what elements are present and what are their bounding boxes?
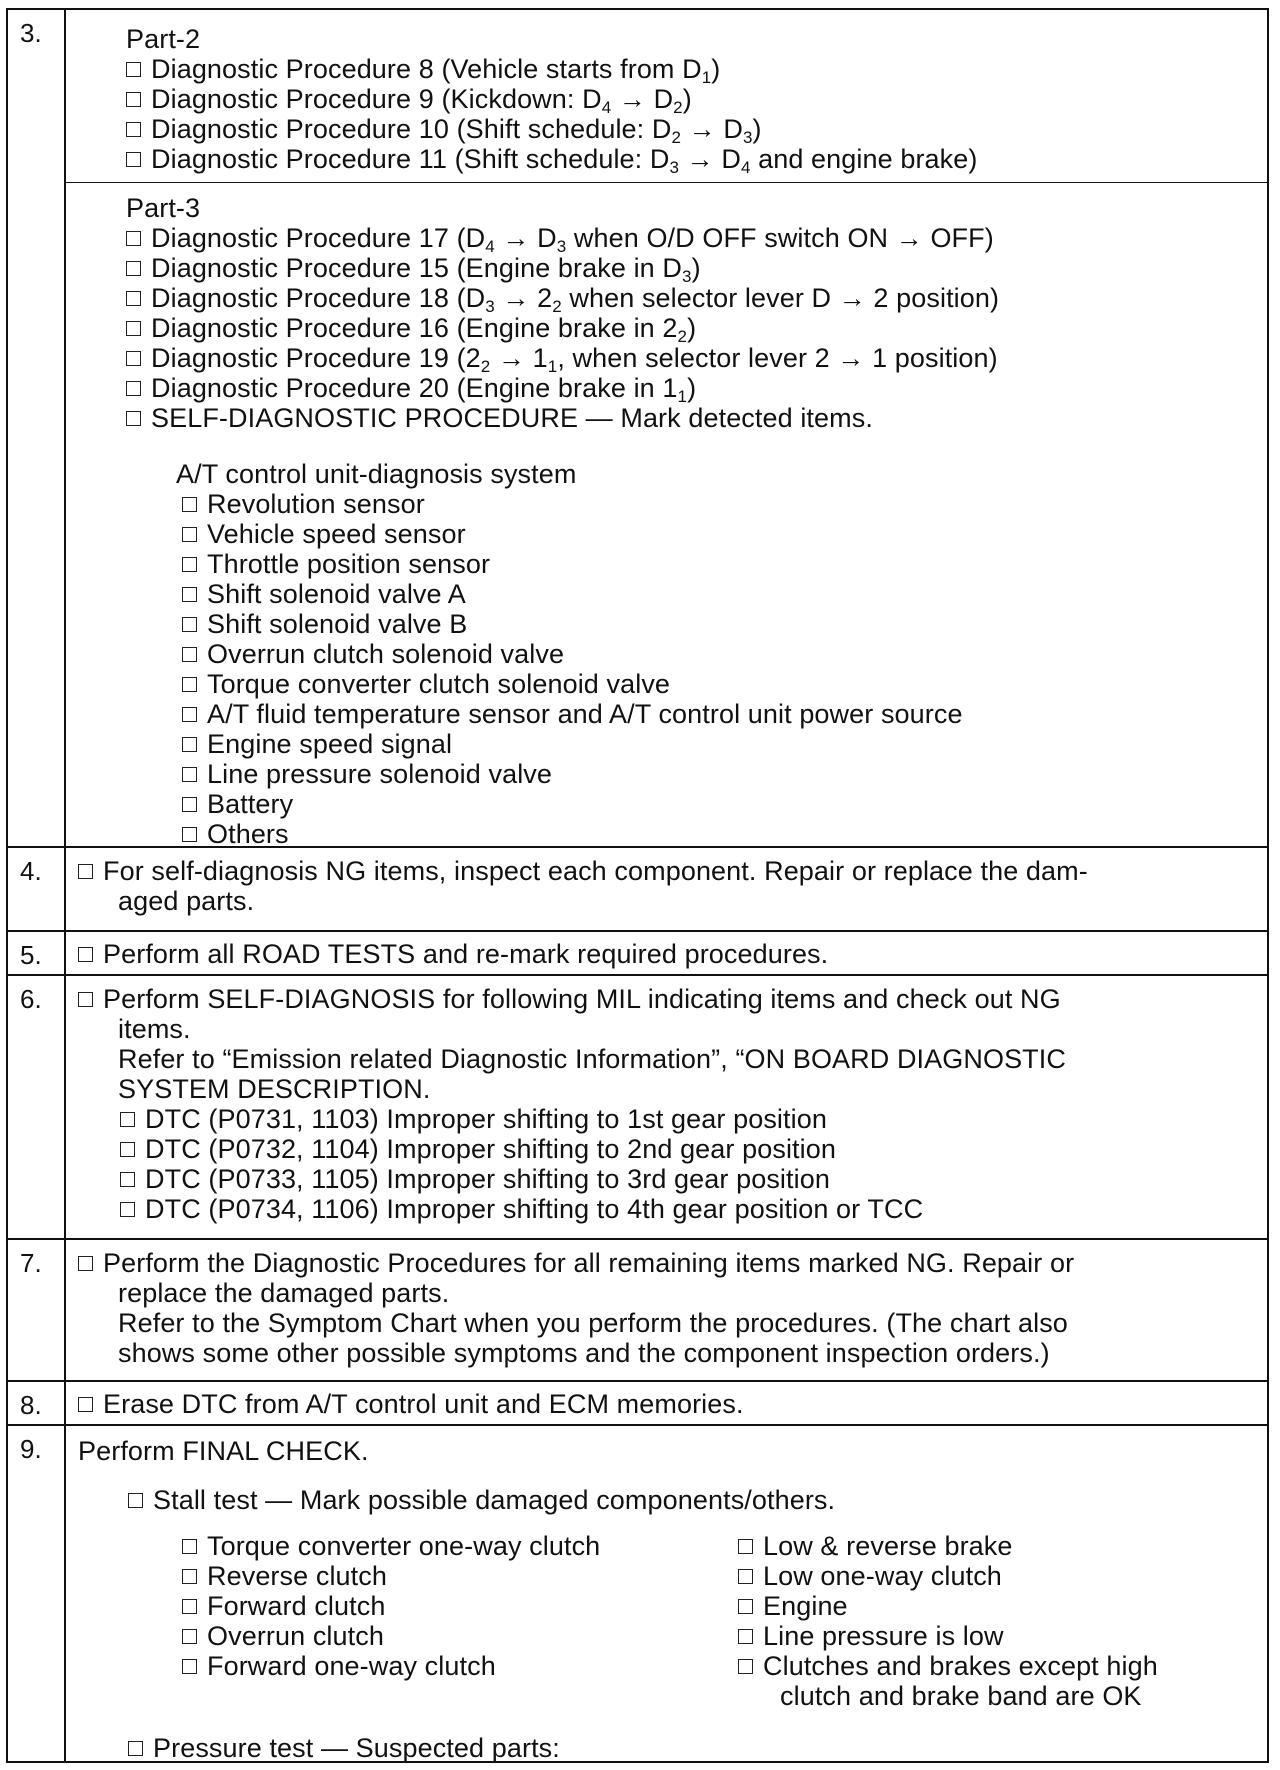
item-text: ) bbox=[687, 313, 697, 343]
checkbox[interactable] bbox=[182, 737, 197, 752]
row-4 bbox=[8, 846, 1267, 930]
row-4-item[interactable]: For self-diagnosis NG items, inspect each component. Repair or replace the dam- aged parts. bbox=[78, 856, 1088, 916]
row-3-body bbox=[66, 10, 1267, 849]
part-3-section bbox=[66, 182, 1267, 849]
checkbox[interactable] bbox=[78, 947, 93, 962]
stall-test-item[interactable]: Stall test — Mark possible damaged components/others. bbox=[128, 1485, 835, 1515]
row-8-item[interactable]: Erase DTC from A/T control unit and ECM memories. bbox=[78, 1389, 744, 1419]
row-8-body bbox=[66, 1382, 1267, 1424]
item-text: Shift solenoid valve A bbox=[207, 579, 466, 609]
item-text: ) bbox=[691, 253, 701, 283]
subscript: 3 bbox=[682, 267, 692, 286]
item-text: Shift solenoid valve B bbox=[207, 609, 468, 639]
row-9 bbox=[8, 1424, 1267, 1761]
item-text: DTC (P0734, 1106) Improper shifting to 4th gear position or TCC bbox=[145, 1194, 924, 1224]
checkbox[interactable] bbox=[182, 587, 197, 602]
final-check-title: Perform FINAL CHECK. bbox=[78, 1436, 369, 1466]
row-7-body bbox=[66, 1240, 1267, 1380]
checkbox[interactable] bbox=[182, 1539, 197, 1554]
item-text: Revolution sensor bbox=[207, 489, 425, 519]
checkbox[interactable] bbox=[182, 497, 197, 512]
item-text: ) bbox=[711, 54, 721, 84]
checklist-table bbox=[6, 8, 1269, 1763]
part-2-section bbox=[66, 10, 1267, 182]
checkbox[interactable] bbox=[182, 1599, 197, 1614]
subscript: 2 bbox=[671, 128, 682, 147]
checklist-item[interactable] bbox=[120, 1104, 1066, 1134]
checkbox[interactable] bbox=[182, 647, 197, 662]
checkbox[interactable] bbox=[120, 1112, 135, 1127]
row-7-item[interactable]: Perform the Diagnostic Procedures for all remaining items marked NG. Repair or replace the damaged parts. Refer to the Symptom Chart when you perform the procedures. (The chart also shows some other possible symptoms and the component inspection orders.) bbox=[78, 1248, 1074, 1368]
item-text: → D bbox=[681, 114, 743, 144]
row-7 bbox=[8, 1238, 1267, 1380]
checkbox[interactable] bbox=[126, 231, 141, 246]
checkbox[interactable] bbox=[126, 291, 141, 306]
checkbox[interactable] bbox=[738, 1569, 753, 1584]
item-text: Vehicle speed sensor bbox=[207, 519, 466, 549]
checkbox[interactable] bbox=[126, 351, 141, 366]
checkbox[interactable] bbox=[182, 797, 197, 812]
subscript: 2 bbox=[677, 327, 688, 346]
subscript: 3 bbox=[485, 297, 495, 316]
checkbox[interactable] bbox=[126, 321, 141, 336]
item-text: Diagnostic Procedure 11 (Shift schedule: D bbox=[151, 144, 670, 174]
item-text: Torque converter clutch solenoid valve bbox=[207, 669, 671, 699]
subscript: 3 bbox=[669, 158, 680, 177]
checklist-item[interactable] bbox=[738, 1591, 1158, 1621]
item-text: when O/D OFF switch ON → OFF) bbox=[566, 223, 994, 253]
item-text: Diagnostic Procedure 8 (Vehicle starts from D bbox=[151, 54, 702, 84]
checkbox[interactable] bbox=[182, 767, 197, 782]
subscript: 4 bbox=[740, 158, 751, 177]
item-text: → D bbox=[679, 144, 741, 174]
checklist-item[interactable] bbox=[126, 84, 977, 117]
checkbox[interactable] bbox=[128, 1493, 143, 1508]
part-3-list bbox=[126, 223, 999, 433]
checkbox[interactable] bbox=[78, 1256, 93, 1271]
item-text: → 2 bbox=[494, 283, 553, 313]
system-title: A/T control unit-diagnosis system bbox=[176, 459, 577, 489]
item-text: Low one-way clutch bbox=[763, 1561, 1002, 1591]
item-text: when selector lever D → 2 position) bbox=[561, 283, 1000, 313]
checkbox[interactable] bbox=[78, 992, 93, 1007]
item-text: ) bbox=[682, 84, 692, 114]
checklist-item[interactable] bbox=[182, 819, 963, 849]
item-text: ) bbox=[752, 114, 762, 144]
checklist-item[interactable] bbox=[182, 489, 963, 519]
checklist-item[interactable] bbox=[126, 343, 999, 376]
stall-left-list bbox=[182, 1531, 600, 1681]
checkbox[interactable] bbox=[126, 152, 141, 167]
checklist-item[interactable] bbox=[182, 1591, 600, 1621]
checkbox[interactable] bbox=[182, 1659, 197, 1674]
item-text: Diagnostic Procedure 15 (Engine brake in D bbox=[151, 253, 682, 283]
checklist-item[interactable] bbox=[182, 729, 963, 759]
row-number: 7. bbox=[8, 1240, 66, 1380]
checklist-item[interactable] bbox=[120, 1194, 1066, 1224]
item-text: Diagnostic Procedure 17 (D bbox=[151, 223, 486, 253]
item-text: DTC (P0731, 1103) Improper shifting to 1st gear position bbox=[145, 1104, 827, 1134]
checkbox[interactable] bbox=[78, 1397, 93, 1412]
subscript: 1 bbox=[547, 357, 558, 376]
checklist-item[interactable] bbox=[120, 1164, 1066, 1194]
item-text: Forward one-way clutch bbox=[207, 1651, 496, 1681]
checklist-item[interactable] bbox=[126, 114, 977, 147]
checkbox[interactable] bbox=[738, 1629, 753, 1644]
item-text: Engine speed signal bbox=[207, 729, 453, 759]
checklist-item[interactable] bbox=[182, 549, 963, 579]
subscript: 1 bbox=[701, 68, 712, 87]
stall-right-continuation: clutch and brake band are OK bbox=[780, 1681, 1142, 1711]
item-text: Line pressure solenoid valve bbox=[207, 759, 553, 789]
item-text: Others bbox=[207, 819, 289, 849]
checkbox[interactable] bbox=[738, 1599, 753, 1614]
item-text: Overrun clutch bbox=[207, 1621, 384, 1651]
checkbox[interactable] bbox=[126, 62, 141, 77]
checklist-item[interactable] bbox=[126, 223, 999, 256]
checkbox[interactable] bbox=[126, 411, 141, 426]
item-text: Forward clutch bbox=[207, 1591, 386, 1621]
checkbox[interactable] bbox=[182, 677, 197, 692]
row-number: 6. bbox=[8, 976, 66, 1238]
item-text: , when selector lever 2 → 1 position) bbox=[557, 343, 998, 373]
item-text: Overrun clutch solenoid valve bbox=[207, 639, 565, 669]
stall-right-list bbox=[738, 1531, 1158, 1681]
row-6-item[interactable]: Perform SELF-DIAGNOSIS for following MIL indicating items and check out NG items. Refer to “Emission related Diagnostic Information”, “ON BOARD DIAGNOSTIC SYSTEM DESCRIPTION. DTC (P0731, 1103) Improper shifting to 1st gear position DTC (P0732, 1104) Improper shifting to 2nd gear position DTC (P0733, 1105) Improper shifting to 3rd gear position DTC (P0734, 1106) Improper shifting to 4th gear position or TCC bbox=[78, 984, 1066, 1224]
item-text: ) bbox=[687, 373, 697, 403]
checklist-item[interactable] bbox=[182, 1531, 600, 1561]
item-text: Diagnostic Procedure 10 (Shift schedule: D bbox=[151, 114, 672, 144]
item-text: Diagnostic Procedure 19 (2 bbox=[151, 343, 481, 373]
checklist-item[interactable] bbox=[126, 253, 999, 286]
checklist-item[interactable] bbox=[738, 1621, 1158, 1651]
subscript: 1 bbox=[677, 387, 688, 406]
row-5-body bbox=[66, 932, 1267, 974]
checklist-item[interactable] bbox=[120, 1134, 1066, 1164]
checklist-item[interactable] bbox=[182, 789, 963, 819]
row-8 bbox=[8, 1380, 1267, 1424]
subscript: 4 bbox=[601, 98, 612, 117]
item-text: → D bbox=[494, 223, 557, 253]
system-list bbox=[182, 489, 963, 849]
item-text: Low & reverse brake bbox=[763, 1531, 1013, 1561]
item-text: Diagnostic Procedure 18 (D bbox=[151, 283, 486, 313]
row-4-body bbox=[66, 848, 1267, 930]
checklist-item[interactable] bbox=[738, 1531, 1158, 1561]
checkbox[interactable] bbox=[128, 1741, 143, 1756]
item-text: A/T fluid temperature sensor and A/T control unit power source bbox=[207, 699, 963, 729]
checkbox[interactable] bbox=[120, 1202, 135, 1217]
checklist-item[interactable] bbox=[182, 1561, 600, 1591]
checklist-item[interactable] bbox=[182, 1621, 600, 1651]
item-text: Diagnostic Procedure 20 (Engine brake in 1 bbox=[151, 373, 678, 403]
subscript: 2 bbox=[480, 357, 491, 376]
checkbox[interactable] bbox=[182, 1629, 197, 1644]
checkbox[interactable] bbox=[182, 1569, 197, 1584]
item-text: Clutches and brakes except high bbox=[763, 1651, 1158, 1681]
checkbox[interactable] bbox=[182, 527, 197, 542]
item-text: DTC (P0732, 1104) Improper shifting to 2nd gear position bbox=[145, 1134, 836, 1164]
checkbox[interactable] bbox=[126, 381, 141, 396]
checkbox[interactable] bbox=[120, 1142, 135, 1157]
checklist-item[interactable] bbox=[126, 283, 1000, 316]
item-text: Line pressure is low bbox=[763, 1621, 1004, 1651]
row-number: 9. bbox=[8, 1426, 66, 1761]
row-5 bbox=[8, 930, 1267, 974]
checkbox[interactable] bbox=[182, 827, 197, 842]
checklist-item[interactable] bbox=[182, 1651, 600, 1681]
row-number: 4. bbox=[8, 848, 66, 930]
subscript: 2 bbox=[673, 98, 683, 117]
checklist-item[interactable] bbox=[182, 699, 963, 729]
part-3-title: Part-3 bbox=[126, 193, 201, 223]
item-text: → 1 bbox=[490, 343, 548, 373]
pressure-test-item[interactable]: Pressure test — Suspected parts: bbox=[128, 1733, 560, 1763]
checklist-item[interactable] bbox=[182, 579, 963, 609]
item-text: → D bbox=[611, 84, 674, 114]
checklist-item[interactable] bbox=[182, 759, 963, 789]
checkbox[interactable] bbox=[182, 707, 197, 722]
row-6-body bbox=[66, 976, 1267, 1238]
checklist-item[interactable] bbox=[126, 373, 999, 406]
checkbox[interactable] bbox=[126, 122, 141, 137]
row-number: 5. bbox=[8, 932, 66, 974]
item-text: Reverse clutch bbox=[207, 1561, 387, 1591]
subscript: 4 bbox=[485, 237, 495, 256]
row-9-body bbox=[66, 1426, 1267, 1761]
checkbox[interactable] bbox=[738, 1539, 753, 1554]
item-text: Torque converter one-way clutch bbox=[207, 1531, 601, 1561]
checkbox[interactable] bbox=[126, 92, 141, 107]
checklist-item[interactable] bbox=[182, 609, 963, 639]
item-text: Diagnostic Procedure 9 (Kickdown: D bbox=[151, 84, 602, 114]
row-5-item[interactable]: Perform all ROAD TESTS and re-mark required procedures. bbox=[78, 939, 828, 969]
item-text: Diagnostic Procedure 16 (Engine brake in 2 bbox=[151, 313, 678, 343]
item-text: and engine brake) bbox=[750, 144, 978, 174]
row-number: 8. bbox=[8, 1382, 66, 1424]
item-text: DTC (P0733, 1105) Improper shifting to 3rd gear position bbox=[145, 1164, 830, 1194]
item-text: SELF-DIAGNOSTIC PROCEDURE — Mark detected items. bbox=[151, 403, 873, 433]
checklist-item[interactable] bbox=[738, 1651, 1158, 1681]
checkbox[interactable] bbox=[738, 1659, 753, 1674]
row-number: 3. bbox=[8, 10, 66, 846]
checklist-item[interactable] bbox=[182, 639, 963, 669]
part-2-title: Part-2 bbox=[126, 24, 201, 54]
subscript: 2 bbox=[552, 297, 562, 316]
item-text: Battery bbox=[207, 789, 294, 819]
item-text: Throttle position sensor bbox=[207, 549, 491, 579]
item-text: Engine bbox=[763, 1591, 848, 1621]
checkbox[interactable] bbox=[182, 617, 197, 632]
checkbox[interactable] bbox=[78, 864, 93, 879]
checkbox[interactable] bbox=[182, 557, 197, 572]
checklist-item[interactable] bbox=[182, 669, 963, 699]
row-3 bbox=[8, 10, 1267, 849]
dtc-list bbox=[78, 1104, 1066, 1224]
checklist-item[interactable] bbox=[126, 403, 999, 433]
checklist-item[interactable] bbox=[126, 144, 978, 177]
checklist-item[interactable] bbox=[182, 519, 963, 549]
checklist-item[interactable] bbox=[126, 313, 999, 346]
checklist-item[interactable] bbox=[738, 1561, 1158, 1591]
part-2-list bbox=[126, 54, 978, 177]
checkbox[interactable] bbox=[120, 1172, 135, 1187]
checklist-item[interactable] bbox=[126, 54, 977, 87]
subscript: 3 bbox=[742, 128, 753, 147]
row-6 bbox=[8, 974, 1267, 1238]
checkbox[interactable] bbox=[126, 261, 141, 276]
subscript: 3 bbox=[556, 237, 567, 256]
